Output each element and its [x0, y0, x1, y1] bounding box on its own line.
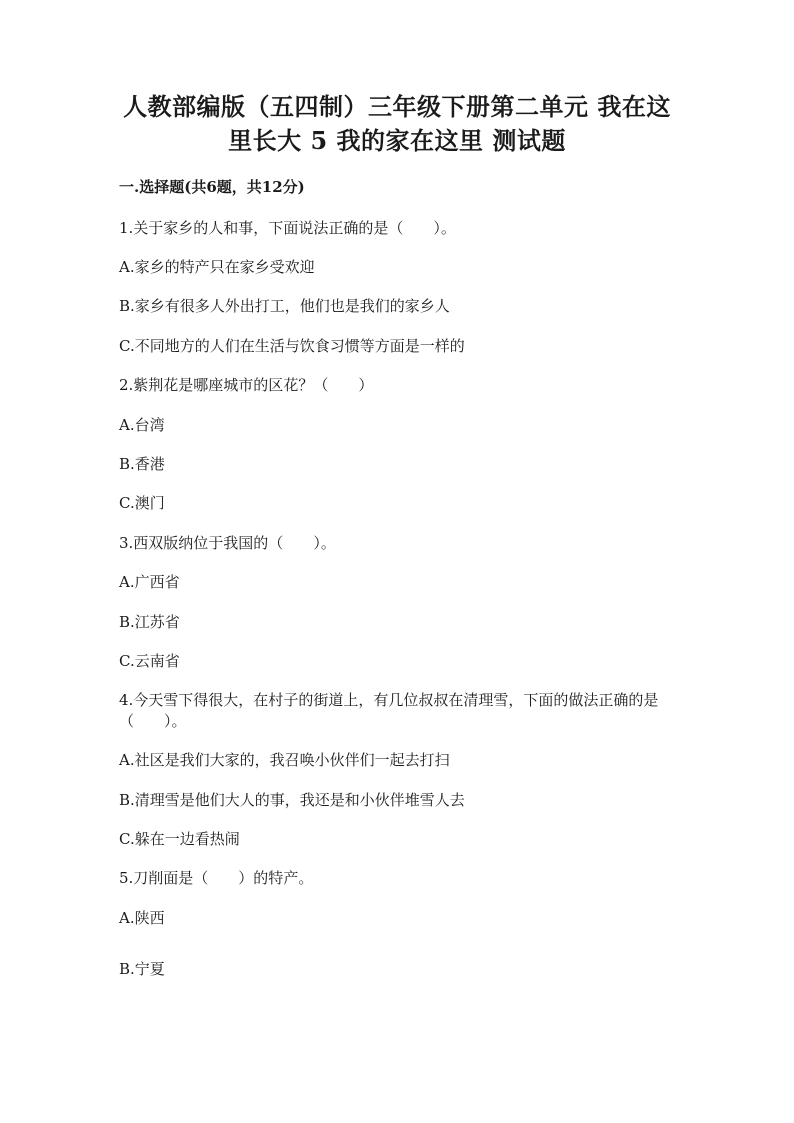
section-heading: 一.选择题(共6题，共12分): [119, 178, 305, 196]
question-2-option-a: A.台湾: [119, 416, 165, 434]
question-3-stem: 3.西双版纳位于我国的（ ）。: [119, 534, 336, 552]
question-2-option-b: B.香港: [119, 455, 165, 473]
question-4-stem: 4.今天雪下得很大，在村子的街道上，有几位叔叔在清理雪，下面的做法正确的是（ ）。: [119, 691, 659, 730]
question-1-stem: 1.关于家乡的人和事，下面说法正确的是（ ）。: [119, 219, 456, 237]
question-3-option-c: C.云南省: [119, 652, 180, 670]
question-1-option-c: C.不同地方的人们在生活与饮食习惯等方面是一样的: [119, 337, 465, 355]
question-3-option-a: A.广西省: [119, 573, 180, 591]
question-2-option-c: C.澳门: [119, 494, 165, 512]
question-5-option-a: A.陕西: [119, 909, 165, 927]
title-line-1: 人教部编版（五四制）三年级下册第二单元 我在这: [123, 92, 671, 121]
question-4-option-a: A.社区是我们大家的，我召唤小伙伴们一起去打扫: [119, 751, 450, 769]
question-5-option-b: B.宁夏: [119, 960, 165, 978]
title-line-2: 里长大 5 我的家在这里 测试题: [228, 126, 566, 155]
question-3-option-b: B.江苏省: [119, 613, 180, 631]
question-4-option-b: B.清理雪是他们大人的事，我还是和小伙伴堆雪人去: [119, 791, 465, 809]
question-2-stem: 2.紫荆花是哪座城市的区花？（ ）: [119, 376, 374, 394]
question-4-option-c: C.躲在一边看热闹: [119, 830, 240, 848]
question-5-stem: 5.刀削面是（ ）的特产。: [119, 869, 314, 887]
question-1-option-b: B.家乡有很多人外出打工，他们也是我们的家乡人: [119, 297, 450, 315]
document-title: [100, 90, 694, 158]
question-1-option-a: A.家乡的特产只在家乡受欢迎: [119, 258, 315, 276]
